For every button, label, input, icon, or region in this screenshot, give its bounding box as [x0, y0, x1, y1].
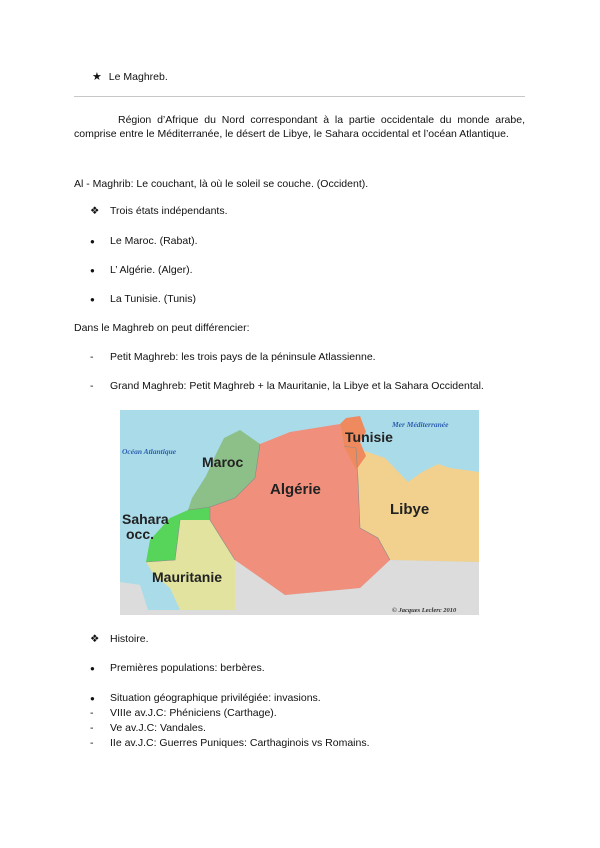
list-item-text: Le Maroc. (Rabat).: [110, 235, 198, 247]
history-heading: Histoire.: [110, 633, 149, 645]
title-line: [92, 70, 168, 83]
list-item-text: Petit Maghreb: les trois pays de la péninsule Atlassienne.: [110, 351, 376, 363]
list-item: [90, 264, 192, 276]
label-algerie: Algérie: [270, 481, 321, 498]
page-title: Le Maghreb.: [108, 71, 168, 83]
states-heading: Trois états indépendants.: [110, 205, 228, 217]
horizontal-divider: [74, 96, 525, 97]
bullet-icon: ●: [90, 694, 95, 703]
list-item: [90, 351, 376, 363]
list-item: [90, 692, 321, 704]
bullet-icon: ●: [90, 295, 95, 304]
bullet-icon: ●: [90, 266, 95, 275]
list-item-text: Grand Maghreb: Petit Maghreb + la Mauritanie, la Libye et la Sahara Occidental.: [110, 380, 484, 392]
list-item: [90, 380, 484, 392]
list-item-text: VIIIe av.J.C: Phéniciens (Carthage).: [110, 707, 277, 719]
list-item-text: Ve av.J.C: Vandales.: [110, 722, 206, 734]
dash-marker: -: [90, 351, 94, 363]
bullet-icon: ●: [90, 664, 95, 673]
label-ocean: Océan Atlantique: [122, 447, 177, 456]
label-tunisie: Tunisie: [345, 429, 393, 445]
label-maroc: Maroc: [202, 454, 244, 470]
states-heading-line: [90, 205, 228, 217]
list-item-text: L’ Algérie. (Alger).: [110, 264, 193, 276]
label-sahara: Sahara: [122, 511, 169, 527]
dash-marker: -: [90, 380, 94, 392]
list-item: [90, 293, 196, 305]
diamond-icon: ❖: [90, 633, 100, 645]
label-mauritanie: Mauritanie: [152, 569, 223, 585]
list-item: [90, 235, 198, 247]
distinction-heading: Dans le Maghreb on peut différencier:: [74, 322, 250, 334]
map-copyright: © Jacques Leclerc 2010: [392, 607, 457, 614]
history-heading-line: [90, 633, 149, 645]
intro-paragraph: Région d’Afrique du Nord correspondant à la partie occidentale du monde arabe, comprise entre le Méditerranée, le désert de Libye, le Sahara occidental et l’océan Atlantique.: [74, 114, 525, 140]
label-libye: Libye: [390, 501, 430, 518]
list-item-text: Premières populations: berbères.: [110, 662, 265, 674]
list-item: [90, 737, 370, 749]
definition-text: Al - Maghrib: Le couchant, là où le soleil se couche. (Occident).: [74, 178, 369, 190]
diamond-icon: ❖: [90, 205, 100, 217]
star-icon: ★: [92, 70, 102, 83]
label-sea: Mer Méditerranée: [392, 420, 449, 429]
list-item: [90, 662, 265, 674]
list-item: [90, 722, 206, 734]
list-item-text: Situation géographique privilégiée: invasions.: [110, 692, 321, 704]
list-item: [90, 707, 277, 719]
dash-marker: -: [90, 707, 94, 719]
bullet-icon: ●: [90, 237, 95, 246]
dash-marker: -: [90, 722, 94, 734]
label-sahara-occ: occ.: [126, 526, 155, 542]
list-item-text: IIe av.J.C: Guerres Puniques: Carthaginois vs Romains.: [110, 737, 370, 749]
maghreb-map: [120, 410, 479, 615]
list-item-text: La Tunisie. (Tunis): [110, 293, 196, 305]
dash-marker: -: [90, 737, 94, 749]
